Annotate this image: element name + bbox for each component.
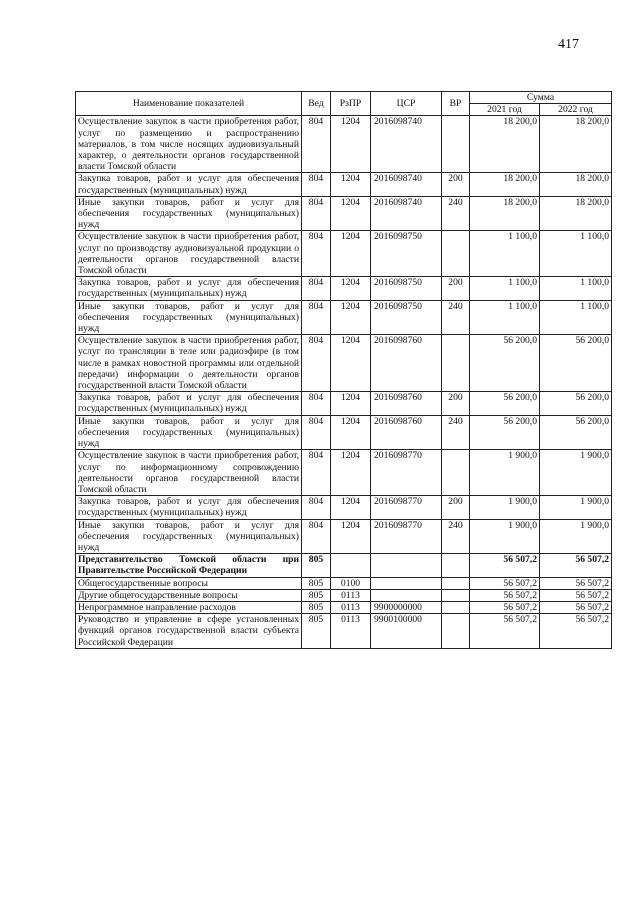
cell-name: Иные закупки товаров, работ и услуг для обеспечения государственных (муниципальных) нужд — [76, 415, 302, 450]
cell-name: Общегосударственные вопросы — [76, 577, 302, 589]
table-row — [76, 277, 612, 300]
cell-ved: 804 — [302, 196, 331, 231]
cell-2022: 1 100,0 — [540, 277, 612, 300]
cell-vr — [442, 589, 470, 601]
cell-2021: 56 507,2 — [470, 601, 540, 613]
cell-2022: 56 200,0 — [540, 335, 612, 392]
cell-ved: 804 — [302, 300, 331, 335]
cell-2022: 56 507,2 — [540, 614, 612, 649]
cell-2021: 1 100,0 — [470, 300, 540, 335]
table-body — [76, 116, 612, 648]
cell-name: Представительство Томской области при Правительстве Российской Федерации — [76, 554, 302, 577]
cell-csr: 9900100000 — [371, 614, 442, 649]
cell-2022: 56 507,2 — [540, 554, 612, 577]
cell-ved: 804 — [302, 519, 331, 554]
cell-ved: 805 — [302, 589, 331, 601]
cell-rzpr: 1204 — [331, 231, 371, 277]
table-row — [76, 300, 612, 335]
cell-rzpr: 1204 — [331, 415, 371, 450]
cell-csr: 2016098760 — [371, 335, 442, 392]
cell-csr: 2016098760 — [371, 415, 442, 450]
cell-rzpr: 1204 — [331, 335, 371, 392]
header-year-2021: 2021 год — [470, 104, 540, 116]
cell-vr — [442, 450, 470, 496]
cell-rzpr: 0113 — [331, 614, 371, 649]
table-row — [76, 601, 612, 613]
cell-vr: 240 — [442, 300, 470, 335]
cell-2021: 56 200,0 — [470, 415, 540, 450]
cell-2022: 1 900,0 — [540, 450, 612, 496]
cell-csr: 2016098750 — [371, 231, 442, 277]
table-row — [76, 335, 612, 392]
cell-csr — [371, 554, 442, 577]
table-row — [76, 415, 612, 450]
budget-table — [75, 91, 612, 649]
cell-2022: 56 200,0 — [540, 392, 612, 415]
cell-ved: 805 — [302, 614, 331, 649]
cell-2021: 18 200,0 — [470, 196, 540, 231]
cell-2022: 18 200,0 — [540, 173, 612, 196]
cell-name: Осуществление закупок в части приобретения работ, услуг по производству аудиовизуальной продукции о деятельности органов государственной власти Томской области — [76, 231, 302, 277]
cell-rzpr: 1204 — [331, 116, 371, 173]
cell-ved: 804 — [302, 450, 331, 496]
cell-2021: 1 900,0 — [470, 450, 540, 496]
cell-rzpr: 1204 — [331, 519, 371, 554]
cell-2022: 1 100,0 — [540, 231, 612, 277]
cell-2022: 1 900,0 — [540, 496, 612, 519]
cell-2021: 56 507,2 — [470, 577, 540, 589]
cell-csr: 2016098750 — [371, 277, 442, 300]
table-row — [76, 231, 612, 277]
cell-2022: 18 200,0 — [540, 116, 612, 173]
cell-ved: 805 — [302, 577, 331, 589]
table-row — [76, 614, 612, 649]
cell-vr — [442, 116, 470, 173]
cell-ved: 804 — [302, 116, 331, 173]
cell-name: Закупка товаров, работ и услуг для обеспечения государственных (муниципальных) нужд — [76, 392, 302, 415]
cell-ved: 804 — [302, 231, 331, 277]
cell-vr — [442, 231, 470, 277]
cell-name: Осуществление закупок в части приобретения работ, услуг по информационному сопровождению деятельности органов государственной власти Томской области — [76, 450, 302, 496]
cell-name: Закупка товаров, работ и услуг для обеспечения государственных (муниципальных) нужд — [76, 277, 302, 300]
cell-csr — [371, 589, 442, 601]
header-ved: Вед — [302, 92, 331, 116]
cell-rzpr: 0100 — [331, 577, 371, 589]
cell-2021: 1 100,0 — [470, 231, 540, 277]
cell-csr: 2016098760 — [371, 392, 442, 415]
cell-2021: 56 200,0 — [470, 392, 540, 415]
cell-name: Иные закупки товаров, работ и услуг для обеспечения государственных (муниципальных) нужд — [76, 196, 302, 231]
cell-csr: 9900000000 — [371, 601, 442, 613]
cell-name: Руководство и управление в сфере установленных функций органов государственной власти субъекта Российской Федерации — [76, 614, 302, 649]
cell-2021: 56 507,2 — [470, 614, 540, 649]
table-row — [76, 577, 612, 589]
cell-csr: 2016098770 — [371, 519, 442, 554]
cell-2021: 1 900,0 — [470, 496, 540, 519]
cell-rzpr: 0113 — [331, 589, 371, 601]
table-header — [76, 92, 612, 116]
cell-2022: 18 200,0 — [540, 196, 612, 231]
table-row — [76, 392, 612, 415]
cell-name: Закупка товаров, работ и услуг для обеспечения государственных (муниципальных) нужд — [76, 496, 302, 519]
cell-rzpr: 1204 — [331, 300, 371, 335]
cell-vr: 200 — [442, 173, 470, 196]
header-rzpr: РзПР — [331, 92, 371, 116]
cell-vr — [442, 614, 470, 649]
cell-vr: 240 — [442, 519, 470, 554]
table-row — [76, 496, 612, 519]
cell-2021: 1 900,0 — [470, 519, 540, 554]
cell-name: Непрограммное направление расходов — [76, 601, 302, 613]
cell-2021: 1 100,0 — [470, 277, 540, 300]
header-sum: Сумма — [470, 92, 612, 104]
cell-rzpr: 1204 — [331, 496, 371, 519]
table-row — [76, 173, 612, 196]
cell-2022: 56 200,0 — [540, 415, 612, 450]
cell-ved: 805 — [302, 601, 331, 613]
cell-name: Другие общегосударственные вопросы — [76, 589, 302, 601]
cell-ved: 804 — [302, 173, 331, 196]
cell-csr — [371, 577, 442, 589]
cell-name: Осуществление закупок в части приобретения работ, услуг по размещению и распространению материалов, в том числе носящих аудиовизуальный характер, о деятельности органов государственной власти Томской области — [76, 116, 302, 173]
cell-vr: 240 — [442, 415, 470, 450]
cell-csr: 2016098770 — [371, 496, 442, 519]
cell-2022: 56 507,2 — [540, 601, 612, 613]
cell-rzpr — [331, 554, 371, 577]
cell-vr: 200 — [442, 392, 470, 415]
table-row — [76, 554, 612, 577]
cell-vr — [442, 577, 470, 589]
cell-csr: 2016098770 — [371, 450, 442, 496]
cell-rzpr: 1204 — [331, 450, 371, 496]
cell-2021: 18 200,0 — [470, 173, 540, 196]
cell-csr: 2016098750 — [371, 300, 442, 335]
table-row — [76, 519, 612, 554]
cell-vr — [442, 601, 470, 613]
cell-2022: 56 507,2 — [540, 589, 612, 601]
cell-ved: 804 — [302, 392, 331, 415]
cell-ved: 804 — [302, 496, 331, 519]
cell-name: Иные закупки товаров, работ и услуг для обеспечения государственных (муниципальных) нужд — [76, 300, 302, 335]
cell-ved: 804 — [302, 415, 331, 450]
cell-rzpr: 1204 — [331, 392, 371, 415]
header-name: Наименование показателей — [76, 92, 302, 116]
cell-2022: 1 100,0 — [540, 300, 612, 335]
cell-ved: 804 — [302, 335, 331, 392]
cell-2021: 56 507,2 — [470, 554, 540, 577]
header-csr: ЦСР — [371, 92, 442, 116]
cell-2022: 1 900,0 — [540, 519, 612, 554]
cell-2021: 56 507,2 — [470, 589, 540, 601]
cell-csr: 2016098740 — [371, 116, 442, 173]
header-vr: ВР — [442, 92, 470, 116]
cell-name: Иные закупки товаров, работ и услуг для обеспечения государственных (муниципальных) нужд — [76, 519, 302, 554]
cell-rzpr: 1204 — [331, 173, 371, 196]
cell-rzpr: 0113 — [331, 601, 371, 613]
cell-vr: 200 — [442, 277, 470, 300]
cell-vr — [442, 554, 470, 577]
cell-csr: 2016098740 — [371, 196, 442, 231]
table-row — [76, 116, 612, 173]
table-row — [76, 589, 612, 601]
cell-vr: 200 — [442, 496, 470, 519]
cell-csr: 2016098740 — [371, 173, 442, 196]
cell-vr: 240 — [442, 196, 470, 231]
cell-vr — [442, 335, 470, 392]
cell-name: Закупка товаров, работ и услуг для обеспечения государственных (муниципальных) нужд — [76, 173, 302, 196]
cell-2021: 56 200,0 — [470, 335, 540, 392]
cell-rzpr: 1204 — [331, 277, 371, 300]
page-number: 417 — [558, 37, 579, 52]
cell-2021: 18 200,0 — [470, 116, 540, 173]
table-row — [76, 196, 612, 231]
cell-2022: 56 507,2 — [540, 577, 612, 589]
cell-rzpr: 1204 — [331, 196, 371, 231]
header-year-2022: 2022 год — [540, 104, 612, 116]
cell-name: Осуществление закупок в части приобретения работ, услуг по трансляции в теле или радиоэфире (в том числе в рамках новостной программы или отдельной передачи) информации о деятельности органов государственной власти Томской области — [76, 335, 302, 392]
cell-ved: 805 — [302, 554, 331, 577]
cell-ved: 804 — [302, 277, 331, 300]
table-row — [76, 450, 612, 496]
